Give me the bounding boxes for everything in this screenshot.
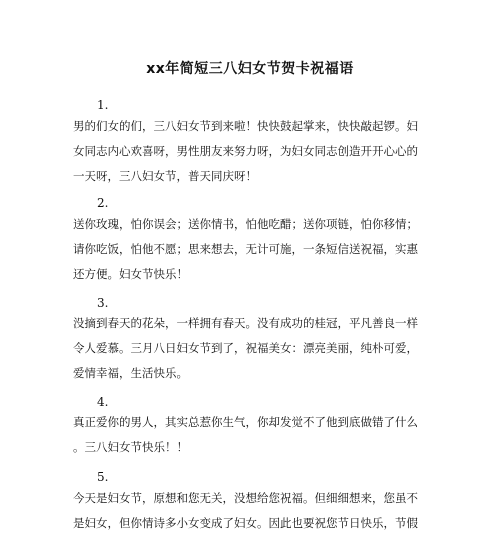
section-text: 没摘到春天的花朵，一样拥有春天。没有成功的桂冠，平凡善良一样 令人爱慕。三月八日妇女节到了，祝福美女：漂亮美丽，纯朴可爱， 爱情幸福，生活快乐。 (73, 316, 418, 380)
section-number: 3. (97, 296, 109, 310)
section-number: 2. (97, 196, 109, 210)
section-number: 4. (97, 395, 109, 409)
document-title: xx年简短三八妇女节贺卡祝福语 (146, 61, 354, 77)
section-text: 今天是妇女节，原想和您无关，没想给您祝福。但细细想来，您虽不 是妇女，但你情诗多小女变成了妇女。因此也要祝您节日快乐，节假 (73, 491, 418, 530)
section-number: 1. (97, 98, 109, 112)
section-text: 送你玫瑰，怕你误会；送你情书，怕他吃醋；送你项链，怕你移情； 请你吃饭，怕他不愿；思来想去，无计可施，一条短信送祝福，实惠 还方便。妇女节快乐！ (73, 217, 418, 281)
section-text: 男的们女的们，三八妇女节到来啦！快快鼓起掌来，快快敲起锣。妇 女同志内心欢喜呀，男性朋友来努力呀，为妇女同志创造开开心心的 一天呀，三八妇女节，普天同庆呀！ (73, 119, 418, 183)
section-number: 5. (97, 470, 109, 484)
section-text: 真正爱你的男人，其实总惹你生气，你却发觉不了他到底做错了什么 。三八妇女节快乐！！ (73, 415, 418, 454)
